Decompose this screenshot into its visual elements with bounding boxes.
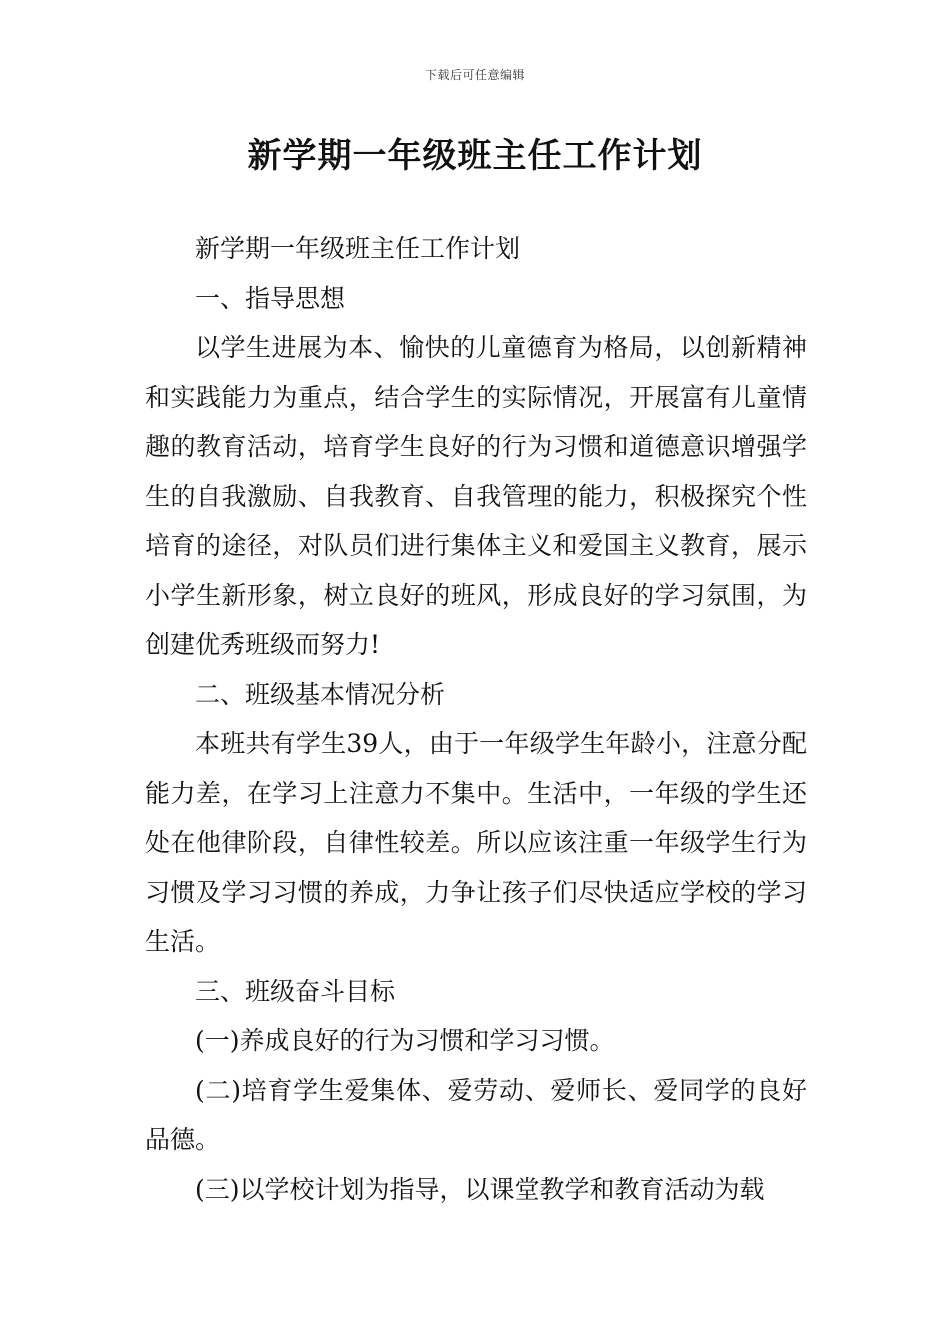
paragraph-goal-1: (一)养成良好的行为习惯和学习习惯。 — [195, 1026, 615, 1055]
paragraph-class-analysis: 本班共有学生39人，由于一年级学生年龄小，注意分配能力差，在学习上注意力不集中。生活中，一年级的学生还处在他律阶段，自律性较差。所以应该注重一年级学生行为习惯及学习习惯的养成，力争让孩子们尽快适应学校的学习生活。 — [145, 729, 807, 956]
paragraph-plan-heading: 新学期一年级班主任工作计划 — [195, 234, 521, 263]
document-body — [145, 224, 807, 1214]
page-header-note: 下载后可任意编辑 — [424, 68, 525, 82]
paragraph-section-2-heading: 二、班级基本情况分析 — [195, 679, 446, 709]
paragraph-goal-3: (三)以学校计划为指导，以课堂教学和教育活动为载 — [195, 1174, 765, 1204]
paragraph-goal-2: (二)培育学生爱集体、爱劳动、爱师长、爱同学的良好品德。 — [145, 1075, 807, 1154]
paragraph-section-1-heading: 一、指导思想 — [195, 283, 346, 313]
paragraph-section-3-heading: 三、班级奋斗目标 — [195, 976, 396, 1006]
document-title: 新学期一年级班主任工作计划 — [247, 136, 703, 176]
paragraph-guiding-thought: 以学生进展为本、愉快的儿童德育为格局，以创新精神和实践能力为重点，结合学生的实际情况，开展富有儿童情趣的教育活动，培育学生良好的行为习惯和道德意识增强学生的自我激励、自我教育、自我管理的能力，积极探究个性培育的途径，对队员们进行集体主义和爱国主义教育，展示小学生新形象，树立良好的班风，形成良好的学习氛围，为创建优秀班级而努力! — [145, 333, 807, 659]
